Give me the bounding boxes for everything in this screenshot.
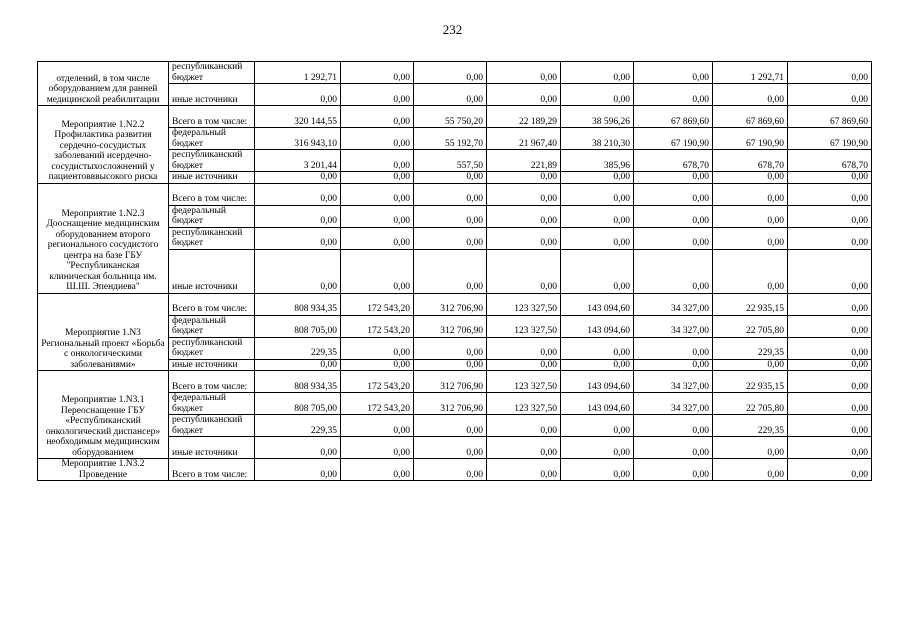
amount-cell: 143 094,60 xyxy=(561,293,634,315)
amount-cell: 0,00 xyxy=(255,459,341,481)
amount-cell: 0,00 xyxy=(561,84,634,106)
page-number: 232 xyxy=(442,22,463,37)
amount-cell: 0,00 xyxy=(788,371,872,393)
funding-source-cell: Всего в том числе: xyxy=(169,371,255,393)
amount-cell: 0,00 xyxy=(713,249,788,293)
amount-cell: 0,00 xyxy=(487,172,561,184)
amount-cell: 0,00 xyxy=(788,183,872,205)
amount-cell: 0,00 xyxy=(414,359,487,371)
amount-cell: 0,00 xyxy=(414,437,487,459)
amount-cell: 678,70 xyxy=(713,150,788,172)
amount-cell: 0,00 xyxy=(414,172,487,184)
amount-cell: 229,35 xyxy=(713,415,788,437)
amount-cell: 0,00 xyxy=(788,293,872,315)
amount-cell: 0,00 xyxy=(255,437,341,459)
amount-cell: 808 934,35 xyxy=(255,371,341,393)
amount-cell: 67 190,90 xyxy=(788,128,872,150)
amount-cell: 0,00 xyxy=(341,205,414,227)
amount-cell: 0,00 xyxy=(788,315,872,337)
table-row xyxy=(38,459,872,481)
amount-cell: 143 094,60 xyxy=(561,315,634,337)
amount-cell: 123 327,50 xyxy=(487,371,561,393)
amount-cell: 0,00 xyxy=(634,359,713,371)
funding-source-cell: иные источники xyxy=(169,84,255,106)
amount-cell: 0,00 xyxy=(788,415,872,437)
amount-cell: 0,00 xyxy=(634,227,713,249)
amount-cell: 21 967,40 xyxy=(487,128,561,150)
amount-cell: 320 144,55 xyxy=(255,106,341,128)
amount-cell: 0,00 xyxy=(788,62,872,84)
amount-cell: 0,00 xyxy=(713,183,788,205)
amount-cell: 0,00 xyxy=(713,172,788,184)
amount-cell: 0,00 xyxy=(414,227,487,249)
amount-cell: 557,50 xyxy=(414,150,487,172)
amount-cell: 1 292,71 xyxy=(255,62,341,84)
amount-cell: 123 327,50 xyxy=(487,315,561,337)
amount-cell: 0,00 xyxy=(487,249,561,293)
table-row xyxy=(38,106,872,128)
amount-cell: 0,00 xyxy=(788,393,872,415)
funding-source-cell: иные источники xyxy=(169,437,255,459)
amount-cell: 0,00 xyxy=(414,62,487,84)
amount-cell: 0,00 xyxy=(341,359,414,371)
amount-cell: 0,00 xyxy=(634,183,713,205)
amount-cell: 34 327,00 xyxy=(634,315,713,337)
amount-cell: 67 869,60 xyxy=(788,106,872,128)
funding-source-cell: республиканский бюджет xyxy=(169,62,255,84)
amount-cell: 0,00 xyxy=(713,437,788,459)
amount-cell: 0,00 xyxy=(561,415,634,437)
budget-table xyxy=(37,61,872,481)
amount-cell: 0,00 xyxy=(788,437,872,459)
amount-cell: 143 094,60 xyxy=(561,393,634,415)
amount-cell: 0,00 xyxy=(788,84,872,106)
amount-cell: 0,00 xyxy=(634,205,713,227)
amount-cell: 0,00 xyxy=(561,249,634,293)
amount-cell: 0,00 xyxy=(255,172,341,184)
amount-cell: 0,00 xyxy=(255,84,341,106)
amount-cell: 0,00 xyxy=(487,62,561,84)
funding-source-cell: Всего в том числе: xyxy=(169,293,255,315)
amount-cell: 0,00 xyxy=(341,172,414,184)
amount-cell: 38 596,26 xyxy=(561,106,634,128)
table-row xyxy=(38,183,872,205)
amount-cell: 316 943,10 xyxy=(255,128,341,150)
amount-cell: 0,00 xyxy=(788,249,872,293)
funding-source-cell: федеральный бюджет xyxy=(169,315,255,337)
amount-cell: 0,00 xyxy=(414,415,487,437)
funding-source-cell: иные источники xyxy=(169,172,255,184)
amount-cell: 22 189,29 xyxy=(487,106,561,128)
amount-cell: 0,00 xyxy=(341,337,414,359)
amount-cell: 0,00 xyxy=(561,205,634,227)
amount-cell: 0,00 xyxy=(487,437,561,459)
amount-cell: 312 706,90 xyxy=(414,293,487,315)
table-body xyxy=(38,62,872,481)
amount-cell: 0,00 xyxy=(788,172,872,184)
amount-cell: 67 869,60 xyxy=(713,106,788,128)
funding-source-cell: федеральный бюджет xyxy=(169,205,255,227)
amount-cell: 123 327,50 xyxy=(487,293,561,315)
amount-cell: 0,00 xyxy=(341,437,414,459)
funding-source-cell: Всего в том числе: xyxy=(169,106,255,128)
amount-cell: 0,00 xyxy=(341,84,414,106)
amount-cell: 312 706,90 xyxy=(414,393,487,415)
amount-cell: 0,00 xyxy=(487,227,561,249)
amount-cell: 0,00 xyxy=(487,415,561,437)
amount-cell: 34 327,00 xyxy=(634,293,713,315)
amount-cell: 0,00 xyxy=(255,359,341,371)
amount-cell: 0,00 xyxy=(634,437,713,459)
amount-cell: 0,00 xyxy=(634,337,713,359)
activity-name-cell: отделений, в том числе оборудованием для ранней медицинской реабилитации xyxy=(38,62,169,106)
amount-cell: 0,00 xyxy=(341,150,414,172)
activity-name-cell: Мероприятие 1.N3.2 Проведение xyxy=(38,459,169,481)
funding-source-cell: республиканский бюджет xyxy=(169,150,255,172)
activity-name-cell: Мероприятие 1.N2.3 Дооснащение медицинским оборудованием второго регионального сосудистого центра на базе ГБУ "Республиканская клиническая больница им. Ш.Ш. Эпендиева" xyxy=(38,183,169,293)
amount-cell: 0,00 xyxy=(341,249,414,293)
amount-cell: 0,00 xyxy=(414,183,487,205)
amount-cell: 0,00 xyxy=(561,437,634,459)
amount-cell: 0,00 xyxy=(255,205,341,227)
amount-cell: 172 543,20 xyxy=(341,393,414,415)
activity-name-cell: Мероприятие 1.N2.2 Профилактика развития сердечно-сосудистых заболеваний исердечно-сосудистыхосложнений у пациентовввысокого риска xyxy=(38,106,169,184)
amount-cell: 0,00 xyxy=(561,227,634,249)
amount-cell: 67 190,90 xyxy=(634,128,713,150)
amount-cell: 0,00 xyxy=(561,459,634,481)
amount-cell: 221,89 xyxy=(487,150,561,172)
amount-cell: 0,00 xyxy=(561,337,634,359)
amount-cell: 0,00 xyxy=(713,227,788,249)
amount-cell: 0,00 xyxy=(788,337,872,359)
amount-cell: 312 706,90 xyxy=(414,315,487,337)
amount-cell: 0,00 xyxy=(713,205,788,227)
amount-cell: 0,00 xyxy=(341,459,414,481)
amount-cell: 0,00 xyxy=(634,249,713,293)
amount-cell: 0,00 xyxy=(713,359,788,371)
amount-cell: 0,00 xyxy=(414,337,487,359)
amount-cell: 0,00 xyxy=(255,227,341,249)
amount-cell: 0,00 xyxy=(341,106,414,128)
amount-cell: 0,00 xyxy=(341,415,414,437)
amount-cell: 0,00 xyxy=(634,172,713,184)
amount-cell: 55 750,20 xyxy=(414,106,487,128)
amount-cell: 22 705,80 xyxy=(713,393,788,415)
amount-cell: 808 705,00 xyxy=(255,315,341,337)
amount-cell: 38 210,30 xyxy=(561,128,634,150)
funding-source-cell: Всего в том числе: xyxy=(169,459,255,481)
amount-cell: 0,00 xyxy=(713,84,788,106)
funding-source-cell: республиканский бюджет xyxy=(169,227,255,249)
amount-cell: 385,96 xyxy=(561,150,634,172)
amount-cell: 0,00 xyxy=(713,459,788,481)
amount-cell: 0,00 xyxy=(255,249,341,293)
amount-cell: 0,00 xyxy=(487,205,561,227)
amount-cell: 678,70 xyxy=(634,150,713,172)
amount-cell: 0,00 xyxy=(341,128,414,150)
funding-source-cell: республиканский бюджет xyxy=(169,415,255,437)
amount-cell: 0,00 xyxy=(255,183,341,205)
amount-cell: 123 327,50 xyxy=(487,393,561,415)
funding-source-cell: иные источники xyxy=(169,249,255,293)
amount-cell: 0,00 xyxy=(561,62,634,84)
funding-source-cell: иные источники xyxy=(169,359,255,371)
amount-cell: 0,00 xyxy=(414,84,487,106)
amount-cell: 0,00 xyxy=(788,227,872,249)
amount-cell: 1 292,71 xyxy=(713,62,788,84)
amount-cell: 0,00 xyxy=(487,359,561,371)
amount-cell: 67 869,60 xyxy=(634,106,713,128)
amount-cell: 0,00 xyxy=(487,84,561,106)
amount-cell: 34 327,00 xyxy=(634,393,713,415)
funding-source-cell: республиканский бюджет xyxy=(169,337,255,359)
amount-cell: 34 327,00 xyxy=(634,371,713,393)
amount-cell: 229,35 xyxy=(255,415,341,437)
amount-cell: 0,00 xyxy=(341,183,414,205)
amount-cell: 55 192,70 xyxy=(414,128,487,150)
amount-cell: 678,70 xyxy=(788,150,872,172)
amount-cell: 22 935,15 xyxy=(713,371,788,393)
amount-cell: 0,00 xyxy=(561,183,634,205)
amount-cell: 312 706,90 xyxy=(414,371,487,393)
funding-source-cell: Всего в том числе: xyxy=(169,183,255,205)
funding-source-cell: федеральный бюджет xyxy=(169,128,255,150)
amount-cell: 0,00 xyxy=(634,62,713,84)
amount-cell: 0,00 xyxy=(414,459,487,481)
amount-cell: 229,35 xyxy=(255,337,341,359)
activity-name-cell: Мероприятие 1.N3.1 Переоснащение ГБУ «Республиканский онкологический диспансер» необходимым медицинским оборудованием xyxy=(38,371,169,459)
amount-cell: 0,00 xyxy=(788,205,872,227)
funding-source-cell: федеральный бюджет xyxy=(169,393,255,415)
amount-cell: 3 201,44 xyxy=(255,150,341,172)
amount-cell: 0,00 xyxy=(634,415,713,437)
amount-cell: 0,00 xyxy=(788,459,872,481)
table-row xyxy=(38,293,872,315)
amount-cell: 0,00 xyxy=(414,249,487,293)
amount-cell: 172 543,20 xyxy=(341,315,414,337)
amount-cell: 143 094,60 xyxy=(561,371,634,393)
amount-cell: 172 543,20 xyxy=(341,293,414,315)
amount-cell: 0,00 xyxy=(788,359,872,371)
amount-cell: 808 934,35 xyxy=(255,293,341,315)
amount-cell: 67 190,90 xyxy=(713,128,788,150)
amount-cell: 0,00 xyxy=(487,337,561,359)
amount-cell: 0,00 xyxy=(341,62,414,84)
table-row xyxy=(38,371,872,393)
amount-cell: 0,00 xyxy=(561,359,634,371)
amount-cell: 0,00 xyxy=(414,205,487,227)
amount-cell: 172 543,20 xyxy=(341,371,414,393)
amount-cell: 0,00 xyxy=(487,459,561,481)
amount-cell: 0,00 xyxy=(634,459,713,481)
amount-cell: 0,00 xyxy=(561,172,634,184)
amount-cell: 229,35 xyxy=(713,337,788,359)
amount-cell: 0,00 xyxy=(634,84,713,106)
amount-cell: 22 935,15 xyxy=(713,293,788,315)
amount-cell: 0,00 xyxy=(487,183,561,205)
amount-cell: 808 705,00 xyxy=(255,393,341,415)
table-row xyxy=(38,62,872,84)
amount-cell: 22 705,80 xyxy=(713,315,788,337)
activity-name-cell: Мероприятие 1.N3 Региональный проект «Борьба с онкологическими заболеваниями» xyxy=(38,293,169,371)
amount-cell: 0,00 xyxy=(341,227,414,249)
